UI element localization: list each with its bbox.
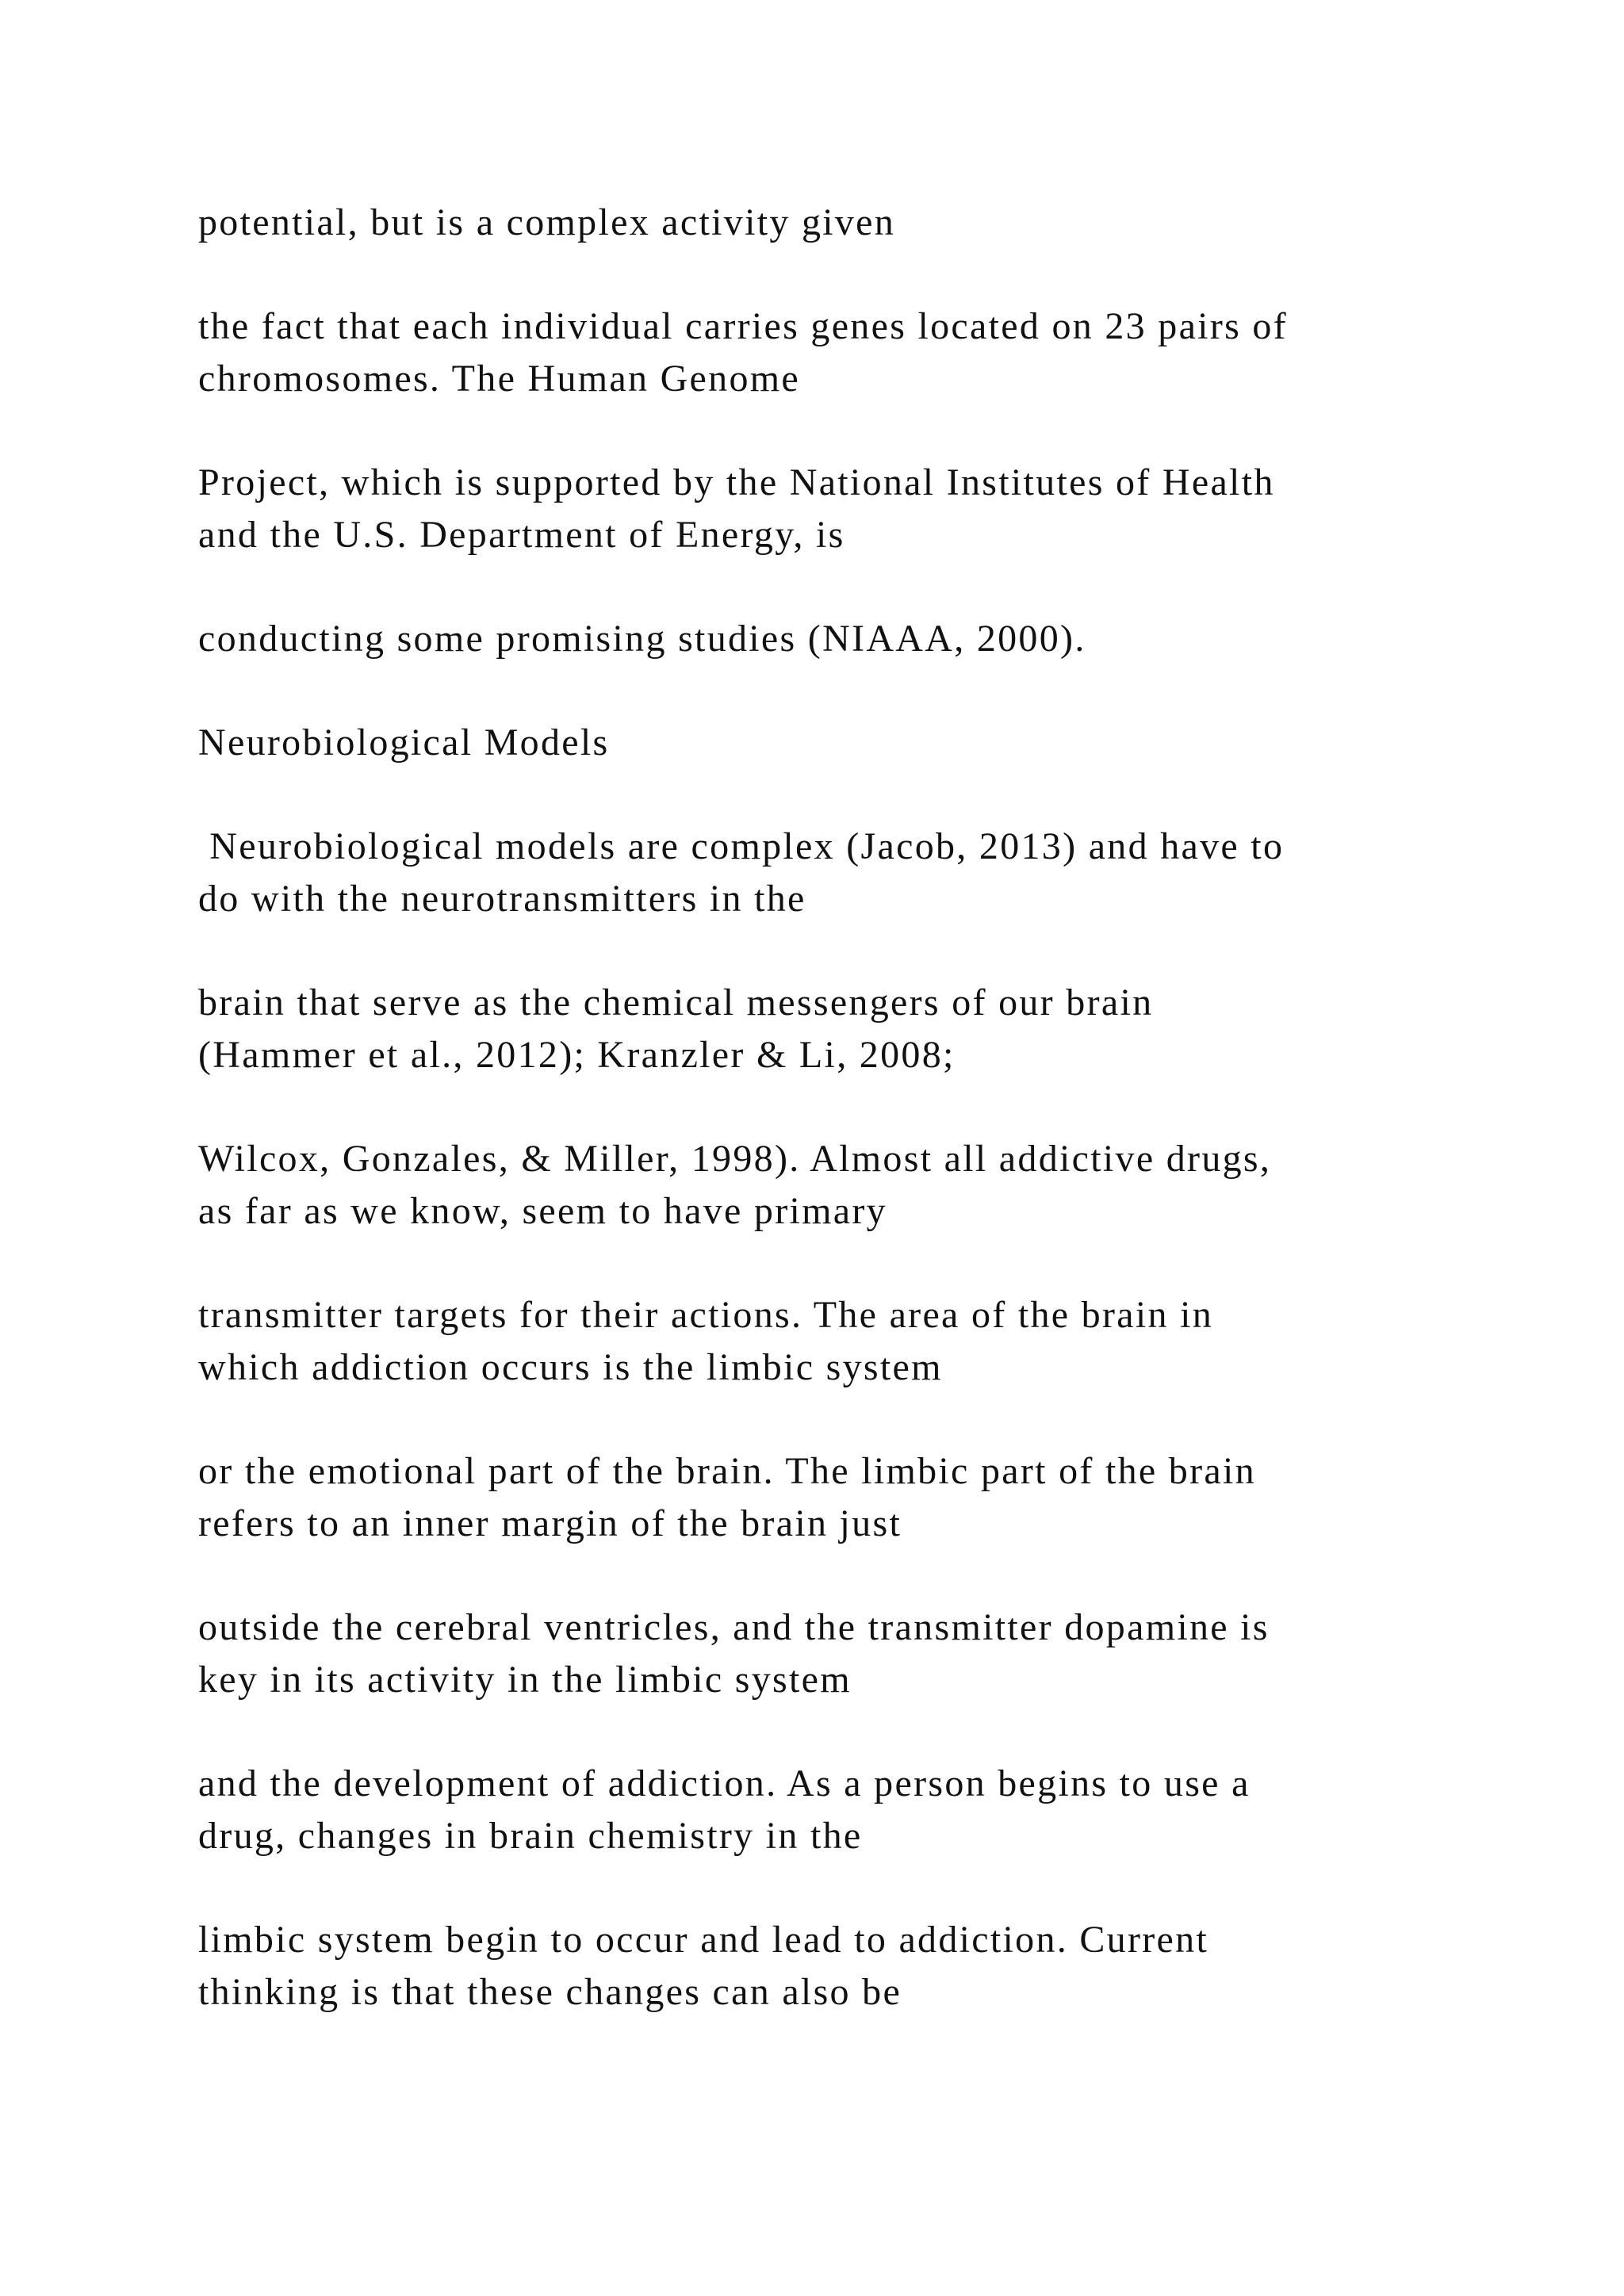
- text-line: Neurobiological models are complex (Jacob, 2013) and have to: [198, 825, 1285, 867]
- text-line: do with the neurotransmitters in the: [198, 878, 806, 920]
- paragraph-1: [198, 197, 1451, 249]
- text-line: (Hammer et al., 2012); Kranzler & Li, 2008;: [198, 1034, 956, 1076]
- text-line: which addiction occurs is the limbic system: [198, 1346, 943, 1388]
- paragraph-11: [198, 1601, 1451, 1706]
- document-body: [198, 197, 1451, 2070]
- text-line: drug, changes in brain chemistry in the: [198, 1815, 863, 1857]
- text-line: thinking is that these changes can also be: [198, 1971, 902, 2013]
- text-line: outside the cerebral ventricles, and the transmitter dopamine is: [198, 1606, 1270, 1648]
- section-heading: [198, 717, 1451, 769]
- text-line: refers to an inner margin of the brain just: [198, 1502, 902, 1544]
- text-line: chromosomes. The Human Genome: [198, 358, 800, 400]
- text-line: the fact that each individual carries genes located on 23 pairs of: [198, 305, 1288, 347]
- text-line: conducting some promising studies (NIAAA, 2000).: [198, 618, 1086, 660]
- text-line: transmitter targets for their actions. The area of the brain in: [198, 1294, 1214, 1336]
- text-line: and the U.S. Department of Energy, is: [198, 514, 845, 556]
- paragraph-3: [198, 457, 1451, 561]
- paragraph-8: [198, 1133, 1451, 1238]
- paragraph-12: [198, 1758, 1451, 1862]
- paragraph-10: [198, 1445, 1451, 1550]
- text-line: limbic system begin to occur and lead to addiction. Current: [198, 1919, 1209, 1961]
- paragraph-2: [198, 300, 1451, 405]
- paragraph-9: [198, 1289, 1451, 1394]
- heading-text: Neurobiological Models: [198, 721, 610, 763]
- text-line: as far as we know, seem to have primary: [198, 1190, 887, 1232]
- text-line: Project, which is supported by the National Institutes of Health: [198, 461, 1275, 503]
- text-line: brain that serve as the chemical messengers of our brain: [198, 982, 1154, 1024]
- paragraph-6: [198, 821, 1451, 925]
- text-line: or the emotional part of the brain. The limbic part of the brain: [198, 1450, 1256, 1492]
- text-line: and the development of addiction. As a person begins to use a: [198, 1762, 1251, 1804]
- paragraph-7: [198, 977, 1451, 1081]
- paragraph-13: [198, 1914, 1451, 2019]
- text-line: key in its activity in the limbic system: [198, 1659, 852, 1701]
- text-line: Wilcox, Gonzales, & Miller, 1998). Almost all addictive drugs,: [198, 1138, 1272, 1180]
- text-line: potential, but is a complex activity given: [198, 201, 896, 243]
- paragraph-4: [198, 613, 1451, 665]
